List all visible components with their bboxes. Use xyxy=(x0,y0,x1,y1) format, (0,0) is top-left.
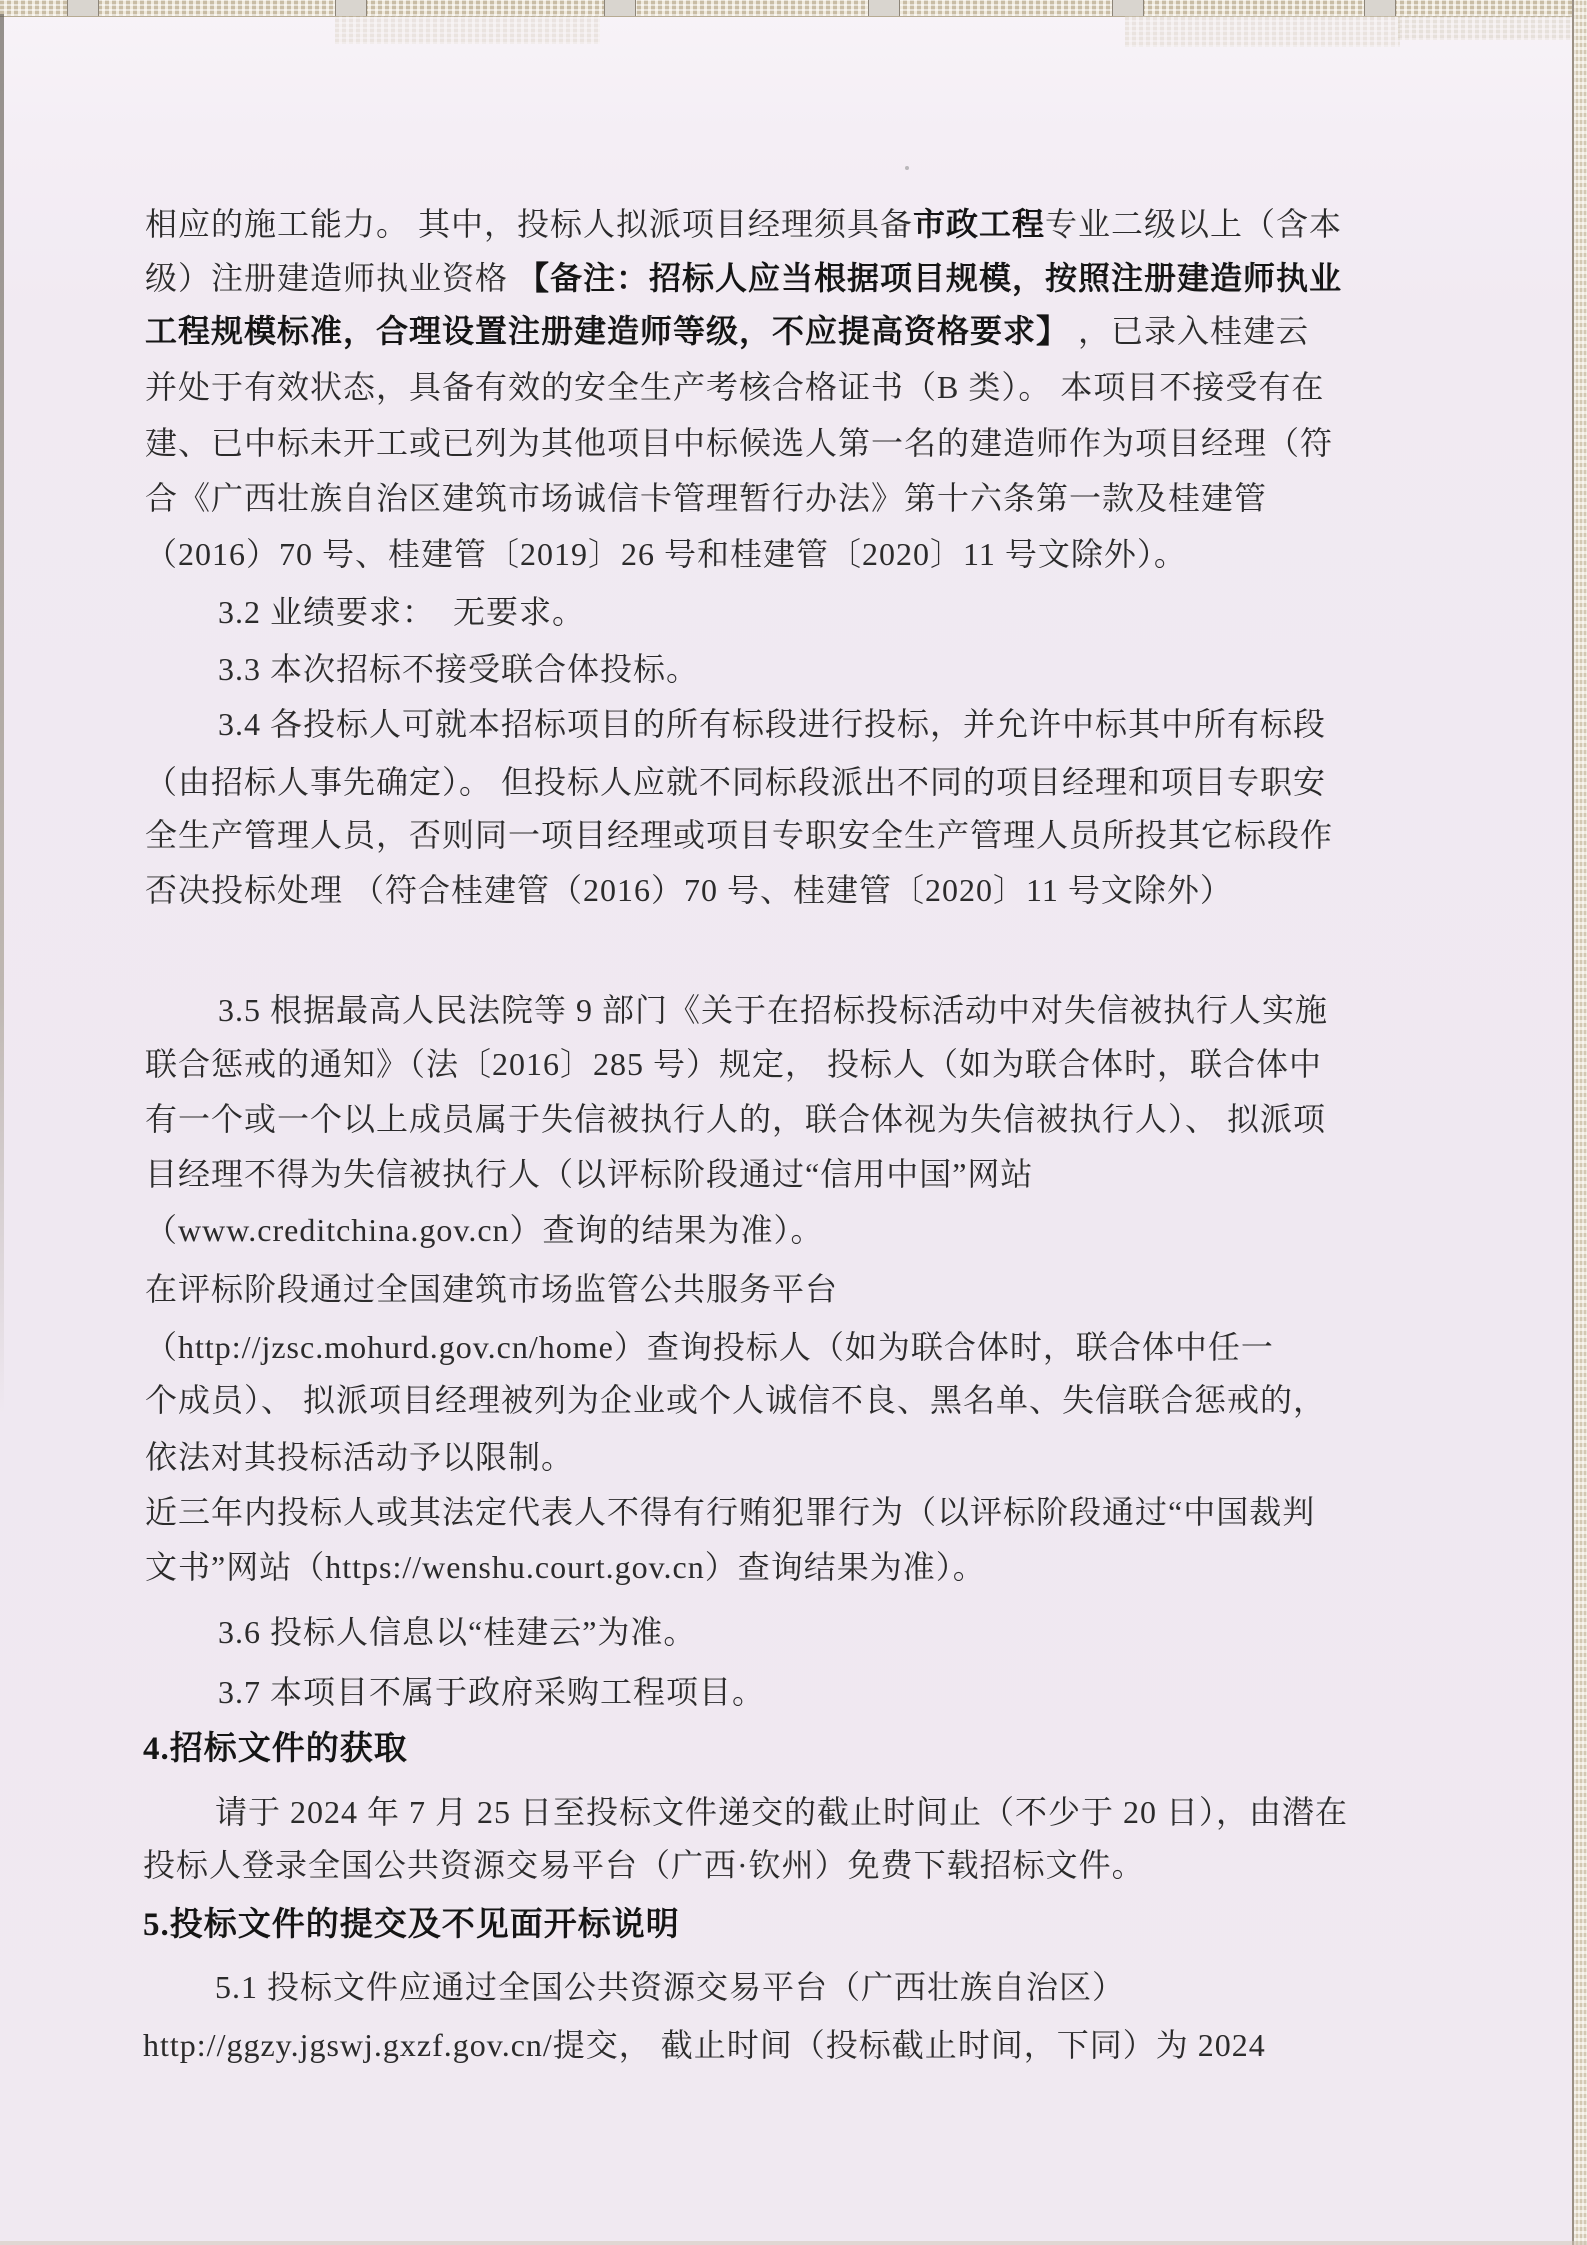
text-line xyxy=(145,204,1342,244)
text-run: 文书”网站（https://wenshu.court.gov.cn）查询结果为准）。 xyxy=(145,1549,986,1585)
text-line xyxy=(145,1154,1033,1194)
bold-text-run: 工程规模标准，合理设置注册建造师等级，不应提高资格要求】 xyxy=(145,313,1070,349)
text-run: 请于 2024 年 7 月 25 日至投标文件递交的截止时间止（不少于 20 日），由潜在 xyxy=(215,1794,1349,1830)
text-run: （2016）70 号、桂建管〔2019〕26 号和桂建管〔2020〕11 号文除外）。 xyxy=(145,536,1187,572)
text-run: 3.6 投标人信息以“桂建云”为准。 xyxy=(218,1614,697,1650)
text-line xyxy=(215,1967,1125,2007)
text-line xyxy=(145,1492,1315,1532)
text-line xyxy=(145,815,1333,855)
text-run: 否决投标处理 （符合桂建管（2016）70 号、桂建管〔2020〕11 号文除外） xyxy=(145,872,1233,908)
bold-text-run: 5.投标文件的提交及不见面开标说明 xyxy=(143,1907,680,1943)
text-line xyxy=(145,1269,838,1309)
text-line xyxy=(145,367,1324,407)
text-run: 3.3 本次招标不接受联合体投标。 xyxy=(218,651,700,687)
text-run: （由招标人事先确定）。 但投标人应就不同标段派出不同的项目经理和项目专职安 xyxy=(145,764,1327,800)
text-line xyxy=(145,1547,986,1587)
text-run: 并处于有效状态，具备有效的安全生产考核合格证书（B 类）。 本项目不接受有在 xyxy=(145,369,1325,405)
text-run: 合《广西壮族自治区建筑市场诚信卡管理暂行办法》第十六条第一款及桂建管 xyxy=(145,480,1268,516)
text-run: 建、已中标未开工或已列为其他项目中标候选人第一名的建造师作为项目经理（符 xyxy=(145,425,1334,461)
text-run: 近三年内投标人或其法定代表人不得有行贿犯罪行为（以评标阶段通过“中国裁判 xyxy=(145,1494,1316,1530)
section-heading xyxy=(143,1729,408,1769)
text-line xyxy=(218,990,1328,1030)
bold-text-run: 【备注：招标人应当根据项目规模，按照注册建造师执业 xyxy=(517,260,1343,296)
text-line xyxy=(145,423,1333,463)
text-line xyxy=(218,649,699,689)
text-run: 依法对其投标活动予以限制。 xyxy=(145,1439,575,1475)
text-line xyxy=(145,1437,574,1477)
text-line xyxy=(218,1612,696,1652)
text-line xyxy=(218,1672,765,1712)
text-line xyxy=(215,1792,1348,1832)
text-run: 联合惩戒的通知》（法〔2016〕285 号）规定， 投标人（如为联合体时，联合体中 xyxy=(145,1046,1323,1082)
text-line xyxy=(145,870,1233,910)
text-run: 全生产管理人员，否则同一项目经理或项目专职安全生产管理人员所投其它标段作 xyxy=(145,817,1334,853)
text-line xyxy=(218,704,1326,744)
text-run: 3.5 根据最高人民法院等 9 部门《关于在招标投标活动中对失信被执行人实施 xyxy=(218,992,1329,1028)
text-line xyxy=(145,762,1326,802)
text-line xyxy=(145,311,1309,351)
text-run: 在评标阶段通过全国建筑市场监管公共服务平台 xyxy=(145,1271,839,1307)
text-run: http://ggzy.jgswj.gxzf.gov.cn/提交， 截止时间（投标截止时间，下同）为 2024 xyxy=(143,2027,1266,2063)
section-heading xyxy=(143,1905,680,1945)
text-line xyxy=(143,2025,1266,2065)
text-run: 相应的施工能力。 其中，投标人拟派项目经理须具备 xyxy=(145,206,914,242)
text-run: 5.1 投标文件应通过全国公共资源交易平台（广西壮族自治区） xyxy=(215,1969,1126,2005)
text-run: 级）注册建造师执业资格 xyxy=(145,260,518,296)
text-line xyxy=(145,1099,1326,1139)
text-line xyxy=(143,1845,1145,1885)
text-run: 3.2 业绩要求： 无要求。 xyxy=(218,594,586,630)
text-line xyxy=(145,258,1342,298)
text-line xyxy=(145,1380,1326,1420)
text-run: 投标人登录全国公共资源交易平台（广西·钦州）免费下载招标文件。 xyxy=(143,1847,1145,1883)
text-run: 专业二级以上（含本 xyxy=(1045,206,1343,242)
text-run: 3.4 各投标人可就本招标项目的所有标段进行投标，并允许中标其中所有标段 xyxy=(218,706,1327,742)
text-run: 有一个或一个以上成员属于失信被执行人的，联合体视为失信被执行人）、 拟派项 xyxy=(145,1101,1327,1137)
text-line xyxy=(145,478,1267,518)
text-line xyxy=(145,1327,1274,1367)
text-line xyxy=(218,592,585,632)
text-run: （www.creditchina.gov.cn）查询的结果为准）。 xyxy=(145,1212,824,1248)
text-run: 3.7 本项目不属于政府采购工程项目。 xyxy=(218,1674,766,1710)
bold-text-run: 市政工程 xyxy=(913,206,1046,242)
text-line xyxy=(145,1044,1322,1084)
text-run: ，已录入桂建云 xyxy=(1069,313,1310,349)
text-line xyxy=(145,534,1187,574)
text-run: （http://jzsc.mohurd.gov.cn/home）查询投标人（如为联合体时，联合体中任一 xyxy=(145,1329,1274,1365)
text-run: 目经理不得为失信被执行人（以评标阶段通过“信用中国”网站 xyxy=(145,1156,1034,1192)
text-run: 个成员）、 拟派项目经理被列为企业或个人诚信不良、黑名单、失信联合惩戒的， xyxy=(145,1382,1327,1418)
text-line xyxy=(145,1210,824,1250)
bold-text-run: 4.招标文件的获取 xyxy=(143,1731,408,1767)
